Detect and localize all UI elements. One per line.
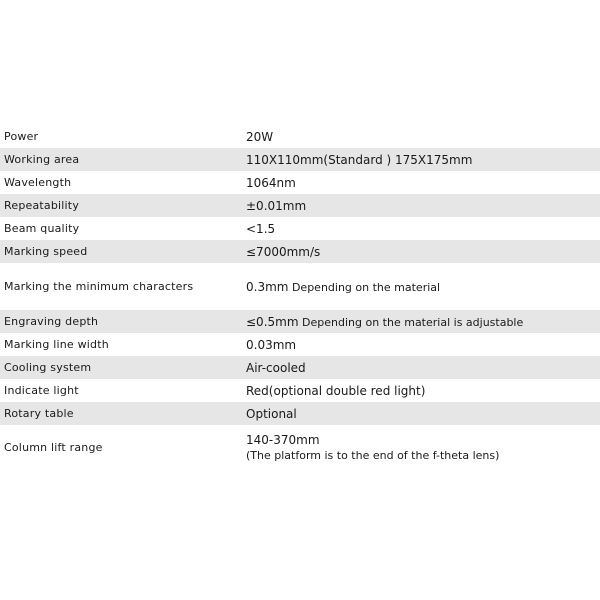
spec-value-main: ≤0.5mm <box>246 314 299 329</box>
spec-value: 0.03mm <box>246 337 297 352</box>
spec-value: 110X110mm(Standard ) 175X175mm <box>246 152 473 167</box>
spec-row-column-lift-range <box>0 425 600 470</box>
spec-label: Power <box>4 130 39 143</box>
spec-value: Red(optional double red light) <box>246 383 426 398</box>
spec-row-cooling-system <box>0 356 600 379</box>
spec-label: Cooling system <box>4 361 92 374</box>
spec-label: Marking the minimum characters <box>4 280 194 293</box>
spec-value: Air-cooled <box>246 360 306 375</box>
spec-value: ±0.01mm <box>246 198 307 213</box>
spec-row-line-width <box>0 333 600 356</box>
spec-value-note: (The platform is to the end of the f-theta lens) <box>246 448 500 462</box>
spec-value-main: 140-370mm <box>246 432 320 447</box>
spec-row-min-characters <box>0 263 600 310</box>
spec-value-note: Depending on the material is adjustable <box>298 315 524 329</box>
spec-row-power <box>0 125 600 148</box>
spec-label: Working area <box>4 153 80 166</box>
spec-row-engraving-depth <box>0 310 600 333</box>
spec-row-working-area <box>0 148 600 171</box>
spec-row-repeatability <box>0 194 600 217</box>
spec-label: Column lift range <box>4 441 103 454</box>
spec-value <box>246 432 600 464</box>
spec-value-main: 0.3mm <box>246 279 289 294</box>
spec-row-indicate-light <box>0 379 600 402</box>
spec-value-note: Depending on the material <box>288 280 441 294</box>
spec-label: Repeatability <box>4 199 80 212</box>
spec-value <box>246 280 600 294</box>
spec-label: Rotary table <box>4 407 74 420</box>
spec-value: <1.5 <box>246 221 276 236</box>
spec-label: Engraving depth <box>4 315 99 328</box>
spec-value: Optional <box>246 406 297 421</box>
spec-label: Marking line width <box>4 338 109 351</box>
spec-row-beam-quality <box>0 217 600 240</box>
spec-value: ≤7000mm/s <box>246 244 321 259</box>
spec-row-wavelength <box>0 171 600 194</box>
spec-label: Indicate light <box>4 384 79 397</box>
spec-row-marking-speed <box>0 240 600 263</box>
spec-label: Beam quality <box>4 222 80 235</box>
spec-value <box>246 315 600 329</box>
spec-label: Marking speed <box>4 245 88 258</box>
spec-value: 20W <box>246 129 274 144</box>
spec-value: 1064nm <box>246 175 296 190</box>
spec-row-rotary-table <box>0 402 600 425</box>
spec-label: Wavelength <box>4 176 72 189</box>
spec-table <box>0 125 600 470</box>
